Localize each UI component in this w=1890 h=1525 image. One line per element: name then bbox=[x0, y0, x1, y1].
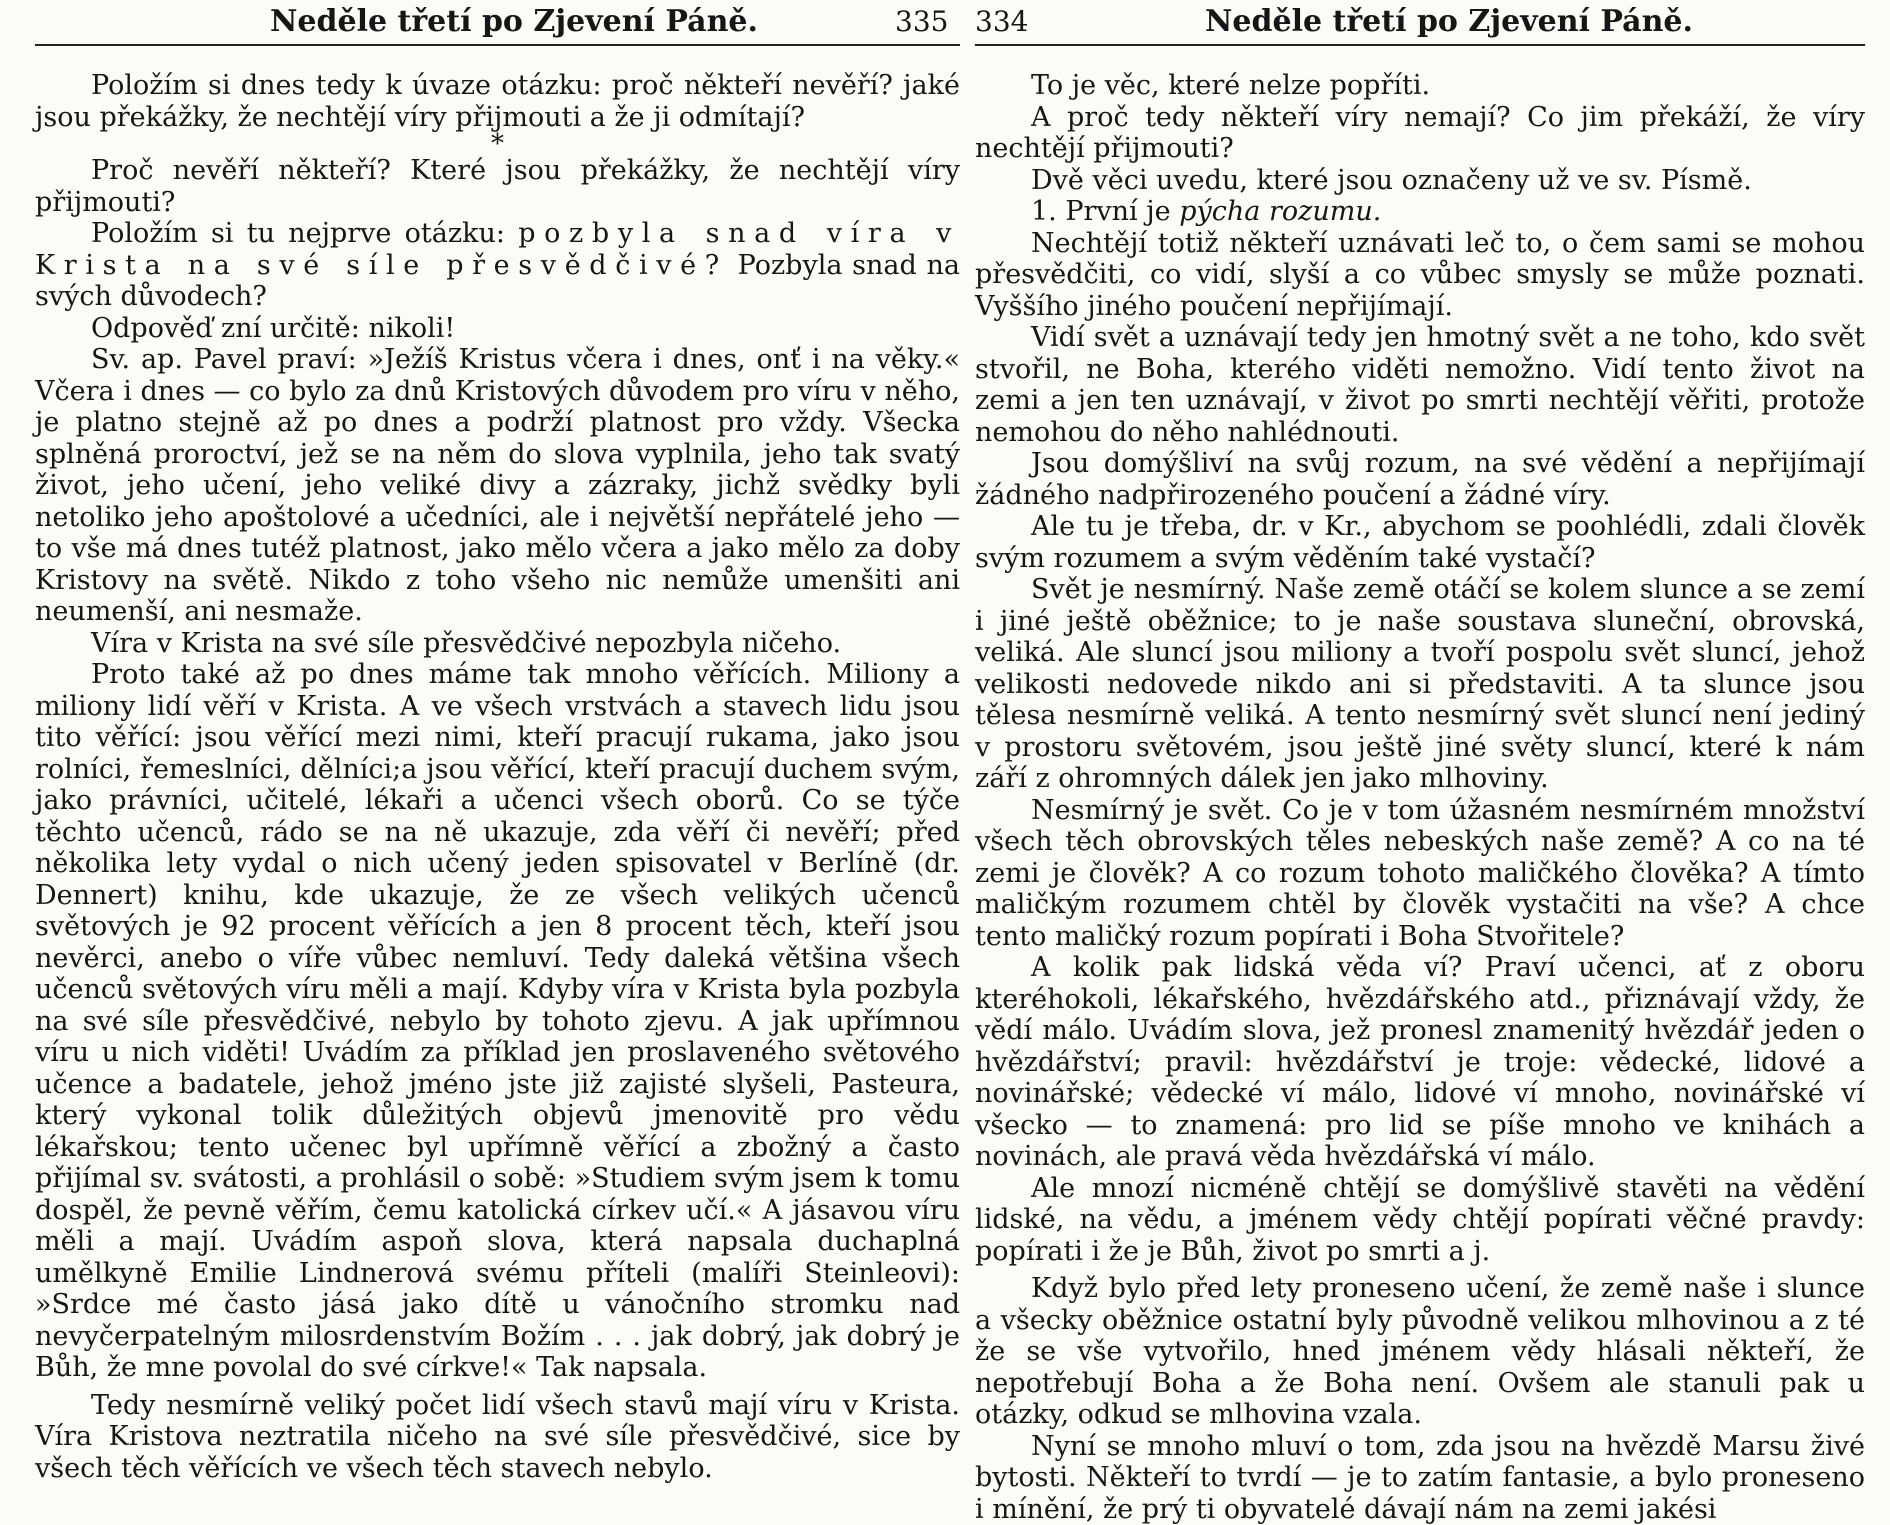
paragraph: A proč tedy někteří víry nemají? Co jim překáží, že víry nechtějí přijmouti? bbox=[975, 102, 1865, 165]
paragraph: Proto také až po dnes máme tak mnoho věřících. Miliony a miliony lidí věří v Krista. A ve všech vrstvách a stavech lidu jsou tito věřící: jsou věřící mezi nimi, kteří pracují rukama, jako jsou rolníci, řemeslníci, dělníci;a jsou věřící, kteří pracují duchem svým, jako právníci, učitelé, lékaři a učenci všech oborů. Co se týče těchto učenců, rádo se na ně ukazuje, zda věří či nevěří; před několika lety vydal o nich učený jeden spisovatel v Berlíně (dr. Dennert) knihu, kde ukazuje, že ze všech velikých učenců světových je 92 procent věřících a jen 8 procent těch, kteří jsou nevěrci, anebo o víře vůbec nemluví. Tedy daleká většina všech učenců světových víru měli a mají. Kdyby víra v Krista byla pozbyla na své síle přesvědčivé, nebylo by tohoto zjevu. A jak upřímnou víru u nich viděti! Uvádím za příklad jen proslaveného světového učence a badatele, jehož jméno jste již zajisté slyšeli, Pasteura, který vykonal tolik důležitých objevů jmenovitě pro vědu lékařskou; tento učenec byl upřímně věřící a zbožný a často přijímal sv. svátosti, a prohlásil o sobě: »Studiem svým jsem k tomu dospěl, že pevně věřím, čemu katolická církev učí.« A jásavou víru měli a mají. Uvádím aspoň slova, která napsala duchaplná umělkyně Emilie Lindnerová svému příteli (malíři Steinleovi): »Srdce mé často jásá jako dítě u vánočního stromku nad nevyčerpatelným milosrdenstvím Božím . . . jak dobrý, jak dobrý je Bůh, že mne povolal do své církve!« Tak napsala. bbox=[35, 659, 960, 1384]
paragraph: Položím si dnes tedy k úvaze otázku: proč někteří nevěří? jaké jsou překážky, že nechtějí víry přijmouti a že ji odmítají? bbox=[35, 70, 960, 133]
question-tail: Pozbyla snad na svých důvodech? bbox=[35, 250, 960, 313]
paragraph: Proč nevěří někteří? Které jsou překážky, že nechtějí víry přijmouti? bbox=[35, 155, 960, 218]
paragraph: Vidí svět a uznávají tedy jen hmotný svět a ne toho, kdo svět stvořil, ne Boha, kterého viděti nemožno. Vidí tento život na zemi a jen ten uznávají, v život po smrti nechtějí věřiti, protože nemohou do něho nahlédnouti. bbox=[975, 322, 1865, 448]
right-page bbox=[975, 0, 1865, 1525]
left-page bbox=[35, 0, 960, 1484]
right-running-head: Neděle třetí po Zjevení Páně. bbox=[1205, 0, 1693, 44]
paragraph: Nyní se mnoho mluví o tom, zda jsou na hvězdě Marsu živé bytosti. Někteří to tvrdí — je to zatím fantasie, a bylo proneseno i mínění, že prý ti obyvatelé dávají nám na zemi jakési bbox=[975, 1431, 1865, 1525]
right-page-number: 334 bbox=[975, 0, 1028, 44]
paragraph: Sv. ap. Pavel praví: »Ježíš Kristus včera i dnes, onť i na věky.« Včera i dnes — co bylo za dnů Kristových důvodem pro víru v něho, je platno stejně až po dnes a podrží platnost pro vždy. Všecka splněná proroctví, jež se na něm do slova vyplnila, jeho tak svatý život, jeho učení, jeho veliké divy a zázraky, jichž svědky byli netoliko jeho apoštolové a učedníci, ale i největší nepřátelé jeho — to vše má dnes tutéž platnost, jako mělo včera a jako mělo za doby Kristovy na světě. Nikdo z toho všeho nic nemůže umenšiti ani neumenší, ani nesmaže. bbox=[35, 344, 960, 628]
paragraph: Nechtějí totiž někteří uznávati leč to, o čem sami se mohou přesvědčiti, co vidí, slyší a co vůbec smysly se může poznati. Vyššího jiného poučení nepřijímají. bbox=[975, 228, 1865, 323]
right-page-body bbox=[975, 70, 1865, 1525]
paragraph: Tedy nesmírně veliký počet lidí všech stavů mají víru v Krista. Víra Kristova neztratila ničeho na své síle přesvědčivé, sice by všech těch věřících ve všech těch stavech nebylo. bbox=[35, 1390, 960, 1485]
paragraph: Odpověď zní určitě: nikoli! bbox=[35, 313, 960, 345]
point-lead: 1. První je bbox=[1031, 196, 1171, 227]
left-page-body bbox=[35, 70, 960, 1484]
paragraph-question bbox=[35, 218, 960, 313]
paragraph: To je věc, které nelze popříti. bbox=[975, 70, 1865, 102]
left-page-header bbox=[35, 0, 960, 46]
paragraph: Ale mnozí nicméně chtějí se domýšlivě stavěti na vědění lidské, na vědu, a jménem vědy chtějí popírati věčné pravdy: popírati i že je Bůh, život po smrti a j. bbox=[975, 1173, 1865, 1268]
section-divider: * bbox=[35, 133, 960, 155]
left-running-head: Neděle třetí po Zjevení Páně. bbox=[270, 0, 758, 44]
paragraph: Dvě věci uvedu, které jsou označeny už ve sv. Písmě. bbox=[975, 165, 1865, 197]
paragraph: Když bylo před lety proneseno učení, že země naše i slunce a všecky oběžnice ostatní byly původně velikou mlhovinou a z té že se vše vytvořilo, hned jménem vědy hlásali někteří, že nepotřebují Boha a že Boha není. Ovšem ale stanuli pak u otázky, odkud se mlhovina vzala. bbox=[975, 1273, 1865, 1431]
paragraph: A kolik pak lidská věda ví? Praví učenci, ať z oboru kteréhokoli, lékařského, hvězdářského atd., přiznávají vždy, že vědí málo. Uvádím slova, jež pronesl znamenitý hvězdář jeden o hvězdářství; pravil: hvězdářství je troje: vědecké, lidové a novinářské; vědecké ví málo, lidové ví mnoho, novinářské ví všecko — to znamená: pro lid se píše mnoho ve knihách a novinách, ale pravá věda hvězdářská ví málo. bbox=[975, 952, 1865, 1173]
paragraph: Svět je nesmírný. Naše země otáčí se kolem slunce a se zemí i jiné ještě oběžnice; to je naše soustava sluneční, obrovská, veliká. Ale sluncí jsou miliony a tvoří pospolu svět sluncí, jehož velikosti nedovede nikdo ani si představiti. A ta slunce jsou tělesa nesmírně veliká. A tento nesmírný svět sluncí není jediný v prostoru světovém, jsou ještě jiné světy sluncí, které k nám září z ohromných dálek jen jako mlhoviny. bbox=[975, 574, 1865, 795]
question-lead: Položím si tu nejprve otázku: bbox=[91, 218, 505, 249]
paragraph-point bbox=[975, 196, 1865, 228]
question-spaced: pozbyla snad víra v Krista na své síle přesvědčivé? bbox=[35, 218, 960, 281]
left-page-number: 335 bbox=[895, 0, 948, 44]
paragraph: Nesmírný je svět. Co je v tom úžasném nesmírném množství všech těch obrovských těles nebeských naše země? A co na té zemi je člověk? A co rozum tohoto maličkého člověka? A tímto maličkým rozumem chtěl by člověk vystačiti na vše? A chce tento maličký rozum popírati i Boha Stvořitele? bbox=[975, 795, 1865, 953]
paragraph: Jsou domýšliví na svůj rozum, na své vědění a nepřijímají žádného nadpřirozeného poučení a žádné víry. bbox=[975, 448, 1865, 511]
point-italic: pýcha rozumu. bbox=[1179, 196, 1381, 227]
paragraph: Víra v Krista na své síle přesvědčivé nepozbyla ničeho. bbox=[35, 628, 960, 660]
paragraph: Ale tu je třeba, dr. v Kr., abychom se poohlédli, zdali člověk svým rozumem a svým věděním také vystačí? bbox=[975, 511, 1865, 574]
right-page-header bbox=[975, 0, 1865, 46]
